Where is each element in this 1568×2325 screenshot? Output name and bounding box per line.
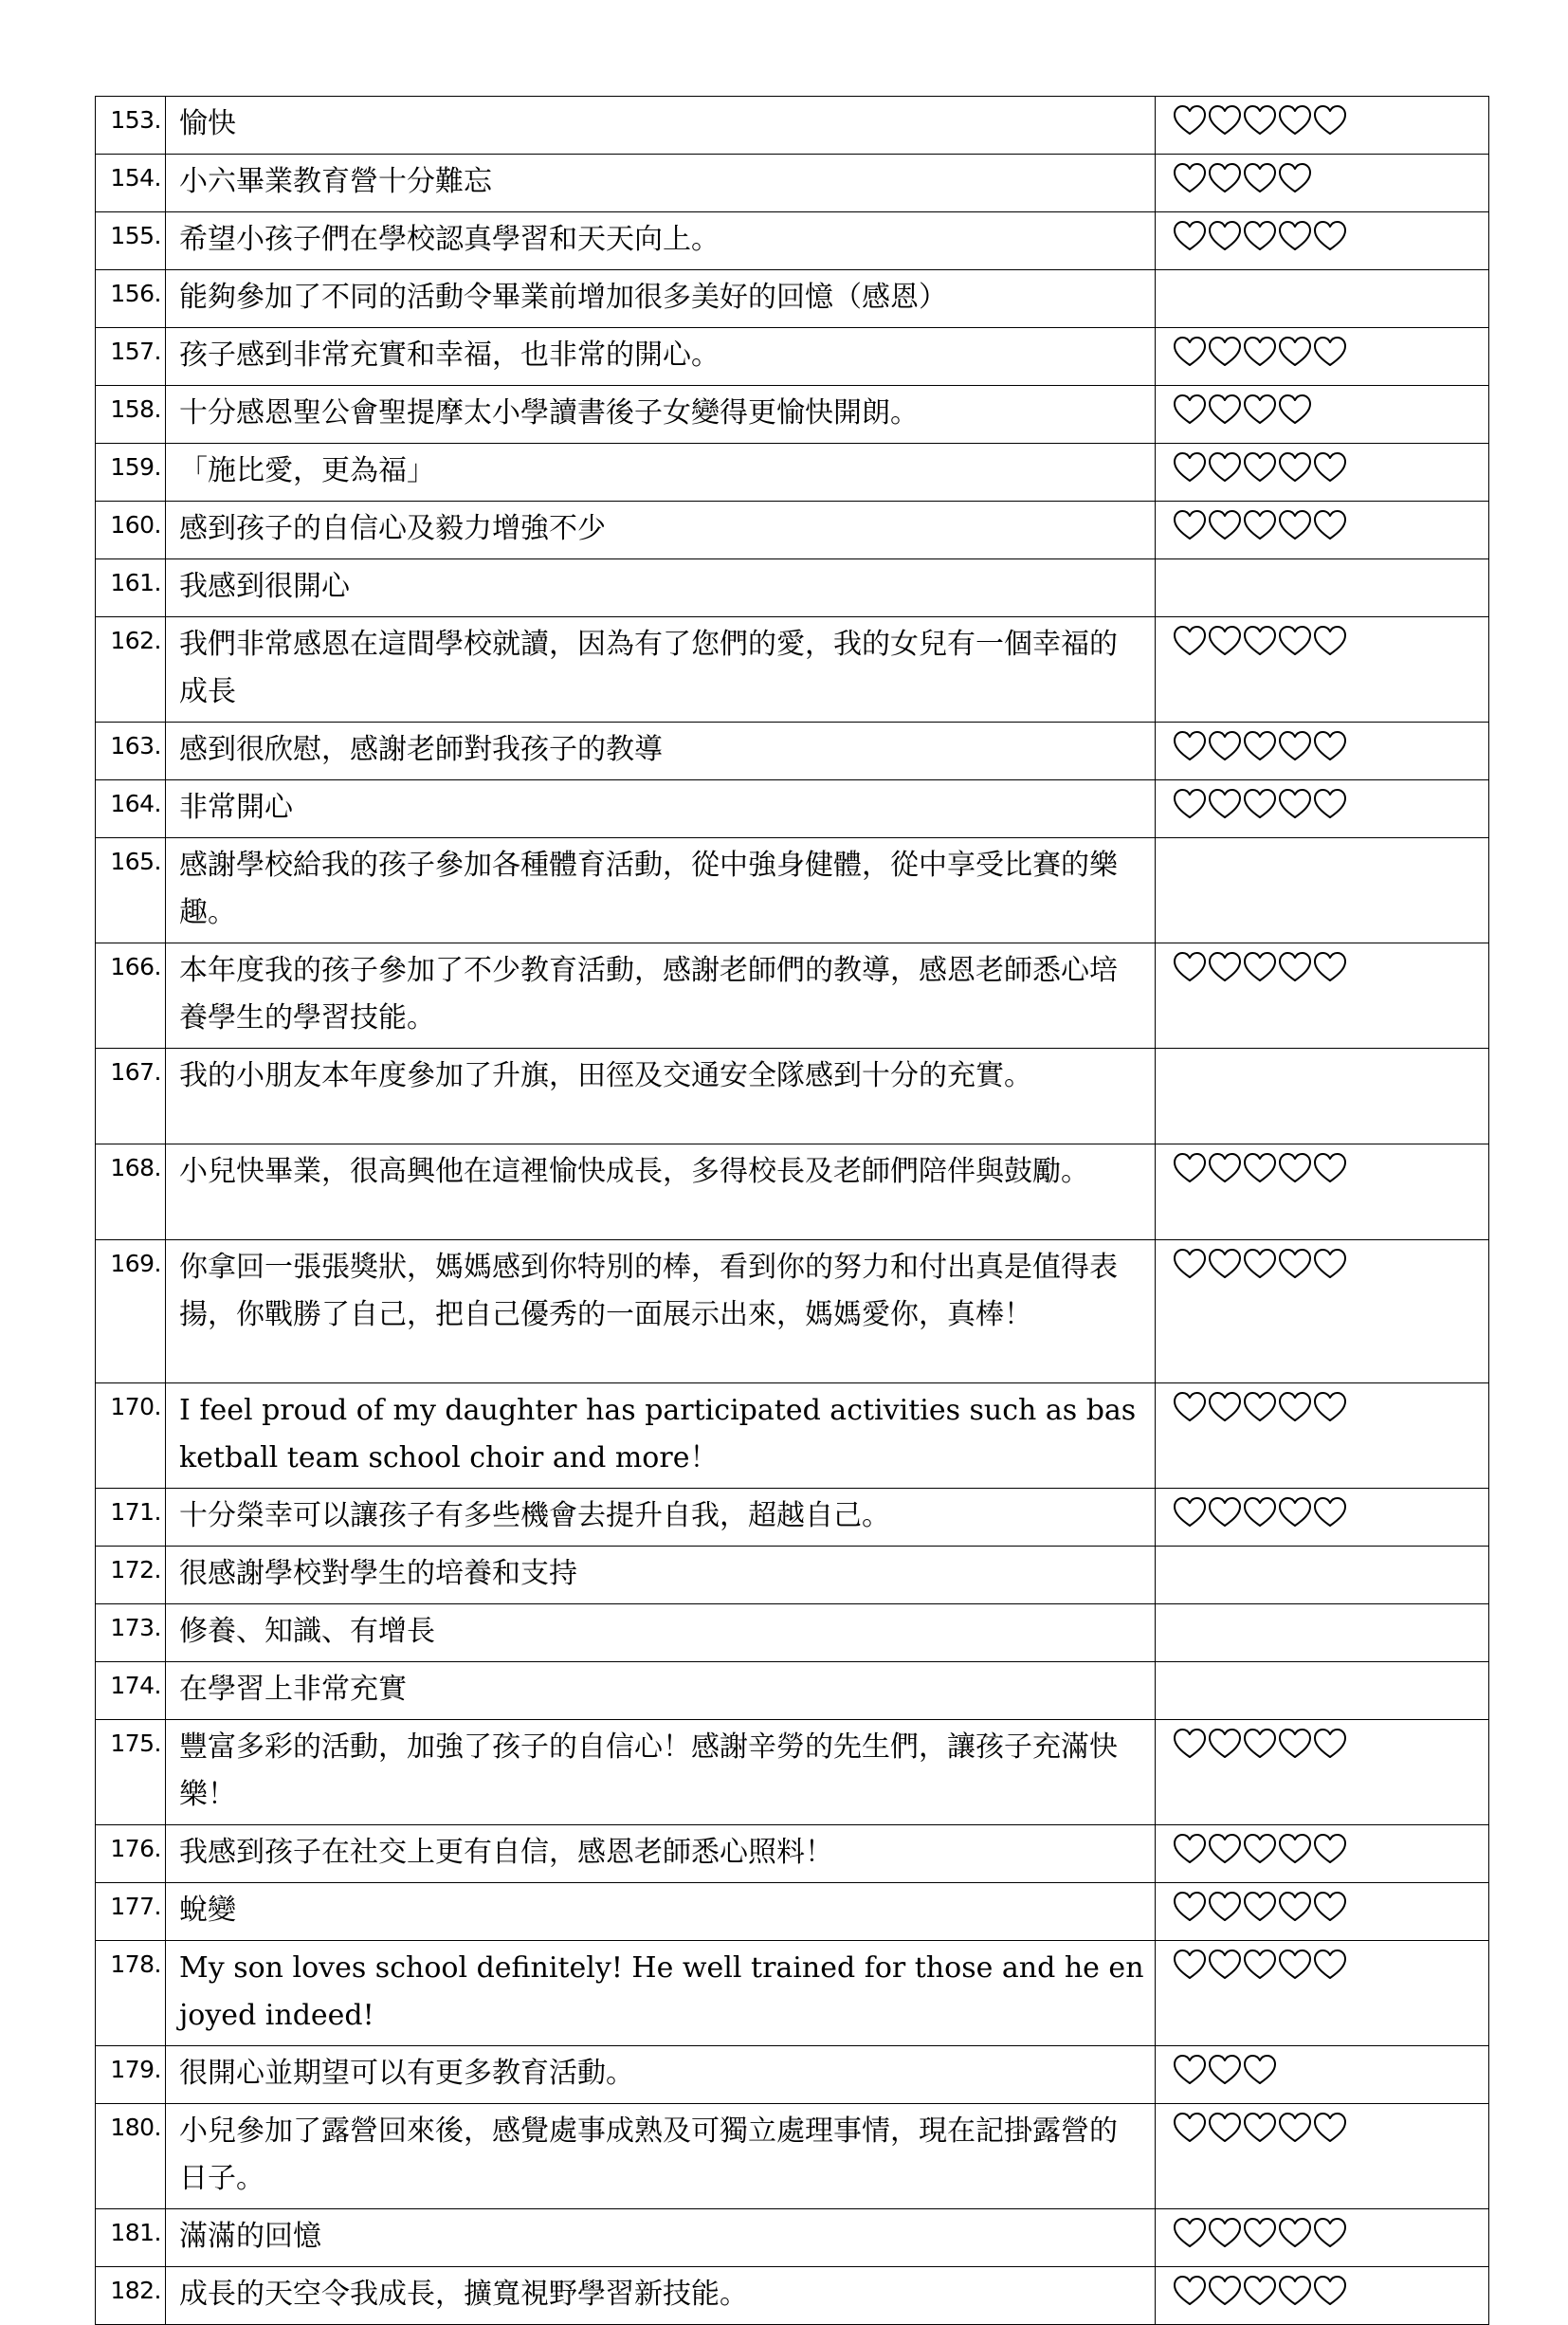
row-number: 155. — [96, 212, 166, 270]
heart-icon — [1278, 1152, 1312, 1184]
heart-icon — [1208, 1728, 1242, 1760]
heart-icon — [1313, 2217, 1347, 2249]
table-row — [96, 1662, 1489, 1720]
table-row — [96, 1720, 1489, 1825]
heart-icon — [1278, 1391, 1312, 1423]
heart-icon — [1243, 1891, 1277, 1923]
heart-icon — [1243, 730, 1277, 762]
heart-icon — [1278, 220, 1312, 252]
heart-icon — [1243, 104, 1277, 137]
table-row — [96, 97, 1489, 155]
heart-icon — [1173, 2054, 1207, 2086]
heart-rating — [1156, 1383, 1489, 1489]
heart-rating — [1156, 1547, 1489, 1604]
heart-icon — [1313, 1391, 1347, 1423]
heart-rating — [1156, 2104, 1489, 2209]
row-number: 164. — [96, 780, 166, 838]
table-row — [96, 1489, 1489, 1547]
heart-icon — [1243, 162, 1277, 194]
heart-icon — [1313, 220, 1347, 252]
row-number: 182. — [96, 2267, 166, 2325]
heart-rating — [1156, 780, 1489, 838]
heart-icon — [1278, 104, 1312, 137]
heart-icon — [1173, 730, 1207, 762]
heart-rating — [1156, 2267, 1489, 2325]
feedback-text: 我感到很開心 — [166, 559, 1156, 617]
heart-rating — [1156, 386, 1489, 444]
table-row — [96, 155, 1489, 212]
row-number: 173. — [96, 1604, 166, 1662]
table-row — [96, 838, 1489, 943]
feedback-text: 小兒參加了露營回來後，感覺處事成熟及可獨立處理事情，現在記掛露營的日子。 — [166, 2104, 1156, 2209]
heart-rating — [1156, 1941, 1489, 2046]
heart-icon — [1313, 509, 1347, 541]
heart-icon — [1243, 788, 1277, 820]
heart-icon — [1243, 451, 1277, 484]
heart-icon — [1173, 451, 1207, 484]
heart-icon — [1173, 1496, 1207, 1529]
heart-icon — [1243, 1391, 1277, 1423]
table-row — [96, 1383, 1489, 1489]
heart-icon — [1208, 1833, 1242, 1865]
row-number: 157. — [96, 328, 166, 386]
heart-icon — [1208, 2112, 1242, 2144]
feedback-text: 我的小朋友本年度參加了升旗，田徑及交通安全隊感到十分的充實。 — [166, 1049, 1156, 1144]
heart-icon — [1243, 2054, 1277, 2086]
row-number: 159. — [96, 444, 166, 502]
heart-rating — [1156, 1144, 1489, 1240]
heart-icon — [1173, 509, 1207, 541]
heart-icon — [1243, 2275, 1277, 2307]
heart-icon — [1243, 220, 1277, 252]
row-number: 162. — [96, 617, 166, 723]
table-row — [96, 1240, 1489, 1383]
heart-icon — [1243, 2217, 1277, 2249]
row-number: 180. — [96, 2104, 166, 2209]
table-row — [96, 328, 1489, 386]
heart-icon — [1208, 220, 1242, 252]
heart-icon — [1173, 1833, 1207, 1865]
heart-icon — [1243, 1248, 1277, 1280]
table-row — [96, 617, 1489, 723]
heart-icon — [1208, 625, 1242, 657]
heart-rating — [1156, 1825, 1489, 1883]
row-number: 179. — [96, 2046, 166, 2104]
row-number: 156. — [96, 270, 166, 328]
heart-icon — [1278, 2112, 1312, 2144]
heart-icon — [1313, 2112, 1347, 2144]
row-number: 160. — [96, 502, 166, 559]
heart-rating — [1156, 1240, 1489, 1383]
heart-icon — [1278, 451, 1312, 484]
heart-icon — [1313, 1728, 1347, 1760]
heart-rating — [1156, 723, 1489, 780]
heart-icon — [1208, 2275, 1242, 2307]
heart-icon — [1173, 162, 1207, 194]
heart-icon — [1173, 1391, 1207, 1423]
feedback-text: 十分榮幸可以讓孩子有多些機會去提升自我，超越自己。 — [166, 1489, 1156, 1547]
heart-icon — [1173, 336, 1207, 368]
feedback-text: 修養、知識、有增長 — [166, 1604, 1156, 1662]
table-row — [96, 1144, 1489, 1240]
heart-icon — [1173, 1152, 1207, 1184]
heart-icon — [1208, 394, 1242, 426]
heart-rating — [1156, 1604, 1489, 1662]
heart-icon — [1243, 951, 1277, 983]
table-row — [96, 444, 1489, 502]
heart-icon — [1243, 1833, 1277, 1865]
heart-icon — [1173, 2275, 1207, 2307]
feedback-text: 愉快 — [166, 97, 1156, 155]
feedback-text: 在學習上非常充實 — [166, 1662, 1156, 1720]
table-row — [96, 559, 1489, 617]
heart-icon — [1243, 336, 1277, 368]
heart-icon — [1208, 730, 1242, 762]
heart-icon — [1243, 509, 1277, 541]
feedback-text: 豐富多彩的活動，加強了孩子的自信心！感謝辛勞的先生們，讓孩子充滿快樂！ — [166, 1720, 1156, 1825]
feedback-text: 十分感恩聖公會聖提摩太小學讀書後子女變得更愉快開朗。 — [166, 386, 1156, 444]
heart-icon — [1173, 1949, 1207, 1981]
row-number: 153. — [96, 97, 166, 155]
row-number: 171. — [96, 1489, 166, 1547]
heart-icon — [1243, 394, 1277, 426]
heart-rating — [1156, 617, 1489, 723]
heart-icon — [1208, 2054, 1242, 2086]
heart-rating — [1156, 328, 1489, 386]
heart-rating — [1156, 2046, 1489, 2104]
heart-icon — [1278, 730, 1312, 762]
table-row — [96, 386, 1489, 444]
feedback-text: 很開心並期望可以有更多教育活動。 — [166, 2046, 1156, 2104]
heart-icon — [1243, 1152, 1277, 1184]
heart-icon — [1173, 1728, 1207, 1760]
heart-icon — [1313, 104, 1347, 137]
heart-rating — [1156, 943, 1489, 1049]
heart-icon — [1208, 104, 1242, 137]
heart-icon — [1278, 788, 1312, 820]
feedback-text: 能夠參加了不同的活動令畢業前增加很多美好的回憶（感恩） — [166, 270, 1156, 328]
row-number: 158. — [96, 386, 166, 444]
heart-icon — [1208, 1152, 1242, 1184]
heart-icon — [1278, 1728, 1312, 1760]
heart-icon — [1173, 951, 1207, 983]
heart-icon — [1313, 951, 1347, 983]
heart-icon — [1313, 625, 1347, 657]
row-number: 167. — [96, 1049, 166, 1144]
row-number: 166. — [96, 943, 166, 1049]
feedback-table — [95, 96, 1489, 2325]
heart-icon — [1173, 104, 1207, 137]
feedback-text: 希望小孩子們在學校認真學習和天天向上。 — [166, 212, 1156, 270]
heart-rating — [1156, 1662, 1489, 1720]
heart-icon — [1278, 162, 1312, 194]
heart-icon — [1208, 788, 1242, 820]
feedback-text: 小六畢業教育營十分難忘 — [166, 155, 1156, 212]
heart-rating — [1156, 1720, 1489, 1825]
heart-icon — [1243, 625, 1277, 657]
heart-icon — [1278, 1891, 1312, 1923]
row-number: 170. — [96, 1383, 166, 1489]
feedback-text: 孩子感到非常充實和幸福，也非常的開心。 — [166, 328, 1156, 386]
row-number: 163. — [96, 723, 166, 780]
row-number: 178. — [96, 1941, 166, 2046]
heart-icon — [1173, 2112, 1207, 2144]
heart-icon — [1313, 1248, 1347, 1280]
heart-icon — [1278, 625, 1312, 657]
heart-icon — [1278, 2275, 1312, 2307]
heart-icon — [1313, 1152, 1347, 1184]
row-number: 174. — [96, 1662, 166, 1720]
feedback-text: 感謝學校給我的孩子參加各種體育活動，從中強身健體，從中享受比賽的樂趣。 — [166, 838, 1156, 943]
heart-rating — [1156, 1049, 1489, 1144]
row-number: 176. — [96, 1825, 166, 1883]
heart-icon — [1313, 2275, 1347, 2307]
heart-icon — [1208, 509, 1242, 541]
heart-icon — [1173, 2217, 1207, 2249]
heart-icon — [1173, 1248, 1207, 1280]
heart-icon — [1313, 1949, 1347, 1981]
heart-icon — [1278, 1496, 1312, 1529]
heart-rating — [1156, 1489, 1489, 1547]
row-number: 169. — [96, 1240, 166, 1383]
heart-icon — [1313, 788, 1347, 820]
heart-rating — [1156, 838, 1489, 943]
heart-icon — [1208, 951, 1242, 983]
row-number: 161. — [96, 559, 166, 617]
heart-icon — [1278, 1949, 1312, 1981]
heart-icon — [1173, 220, 1207, 252]
heart-icon — [1208, 1949, 1242, 1981]
row-number: 177. — [96, 1883, 166, 1941]
table-row — [96, 2104, 1489, 2209]
feedback-text: 「施比愛，更為福」 — [166, 444, 1156, 502]
feedback-rows — [96, 97, 1489, 2325]
heart-icon — [1243, 1949, 1277, 1981]
heart-icon — [1278, 2217, 1312, 2249]
heart-rating — [1156, 502, 1489, 559]
heart-icon — [1313, 1833, 1347, 1865]
row-number: 172. — [96, 1547, 166, 1604]
heart-icon — [1313, 1891, 1347, 1923]
heart-icon — [1208, 1496, 1242, 1529]
heart-icon — [1278, 951, 1312, 983]
table-row — [96, 1825, 1489, 1883]
table-row — [96, 270, 1489, 328]
feedback-text: 本年度我的孩子參加了不少教育活動，感謝老師們的教導，感恩老師悉心培養學生的學習技能。 — [166, 943, 1156, 1049]
heart-icon — [1278, 509, 1312, 541]
feedback-table-page — [95, 96, 1488, 2325]
heart-icon — [1278, 1833, 1312, 1865]
heart-icon — [1313, 1496, 1347, 1529]
table-row — [96, 723, 1489, 780]
feedback-text: 小兒快畢業，很高興他在這裡愉快成長，多得校長及老師們陪伴與鼓勵。 — [166, 1144, 1156, 1240]
heart-rating — [1156, 97, 1489, 155]
table-row — [96, 1049, 1489, 1144]
table-row — [96, 502, 1489, 559]
heart-icon — [1243, 2112, 1277, 2144]
table-row — [96, 1941, 1489, 2046]
heart-icon — [1208, 2217, 1242, 2249]
heart-icon — [1313, 336, 1347, 368]
heart-icon — [1173, 394, 1207, 426]
feedback-text: 你拿回一張張獎狀，媽媽感到你特別的棒，看到你的努力和付出真是值得表揚，你戰勝了自己，把自己優秀的一面展示出來，媽媽愛你，真棒！ — [166, 1240, 1156, 1383]
heart-rating — [1156, 212, 1489, 270]
table-row — [96, 1604, 1489, 1662]
row-number: 168. — [96, 1144, 166, 1240]
heart-icon — [1173, 788, 1207, 820]
feedback-text: 成長的天空令我成長，擴寬視野學習新技能。 — [166, 2267, 1156, 2325]
table-row — [96, 1547, 1489, 1604]
table-row — [96, 943, 1489, 1049]
table-row — [96, 212, 1489, 270]
heart-rating — [1156, 270, 1489, 328]
heart-icon — [1278, 1248, 1312, 1280]
heart-icon — [1278, 394, 1312, 426]
heart-icon — [1208, 336, 1242, 368]
row-number: 165. — [96, 838, 166, 943]
heart-icon — [1208, 162, 1242, 194]
table-row — [96, 2267, 1489, 2325]
heart-icon — [1278, 336, 1312, 368]
heart-rating — [1156, 559, 1489, 617]
heart-icon — [1243, 1496, 1277, 1529]
heart-icon — [1173, 1891, 1207, 1923]
row-number: 154. — [96, 155, 166, 212]
table-row — [96, 1883, 1489, 1941]
feedback-text: 很感謝學校對學生的培養和支持 — [166, 1547, 1156, 1604]
heart-icon — [1313, 730, 1347, 762]
heart-icon — [1313, 451, 1347, 484]
feedback-text: 蛻變 — [166, 1883, 1156, 1941]
heart-icon — [1208, 1391, 1242, 1423]
table-row — [96, 2046, 1489, 2104]
feedback-text: 滿滿的回憶 — [166, 2209, 1156, 2267]
row-number: 175. — [96, 1720, 166, 1825]
feedback-text: 感到孩子的自信心及毅力增強不少 — [166, 502, 1156, 559]
row-number: 181. — [96, 2209, 166, 2267]
table-row — [96, 780, 1489, 838]
heart-icon — [1208, 1891, 1242, 1923]
heart-rating — [1156, 1883, 1489, 1941]
heart-rating — [1156, 444, 1489, 502]
feedback-text: 我感到孩子在社交上更有自信，感恩老師悉心照料！ — [166, 1825, 1156, 1883]
feedback-text: My son loves school definitely! He well trained for those and he enjoyed indeed! — [166, 1941, 1156, 2046]
feedback-text: 非常開心 — [166, 780, 1156, 838]
heart-icon — [1173, 625, 1207, 657]
heart-icon — [1208, 451, 1242, 484]
heart-rating — [1156, 155, 1489, 212]
feedback-text: 我們非常感恩在這間學校就讀，因為有了您們的愛，我的女兒有一個幸福的成長 — [166, 617, 1156, 723]
feedback-text: I feel proud of my daughter has participated activities such as basketball team school choir and more！ — [166, 1383, 1156, 1489]
heart-icon — [1208, 1248, 1242, 1280]
heart-icon — [1243, 1728, 1277, 1760]
feedback-text: 感到很欣慰，感謝老師對我孩子的教導 — [166, 723, 1156, 780]
